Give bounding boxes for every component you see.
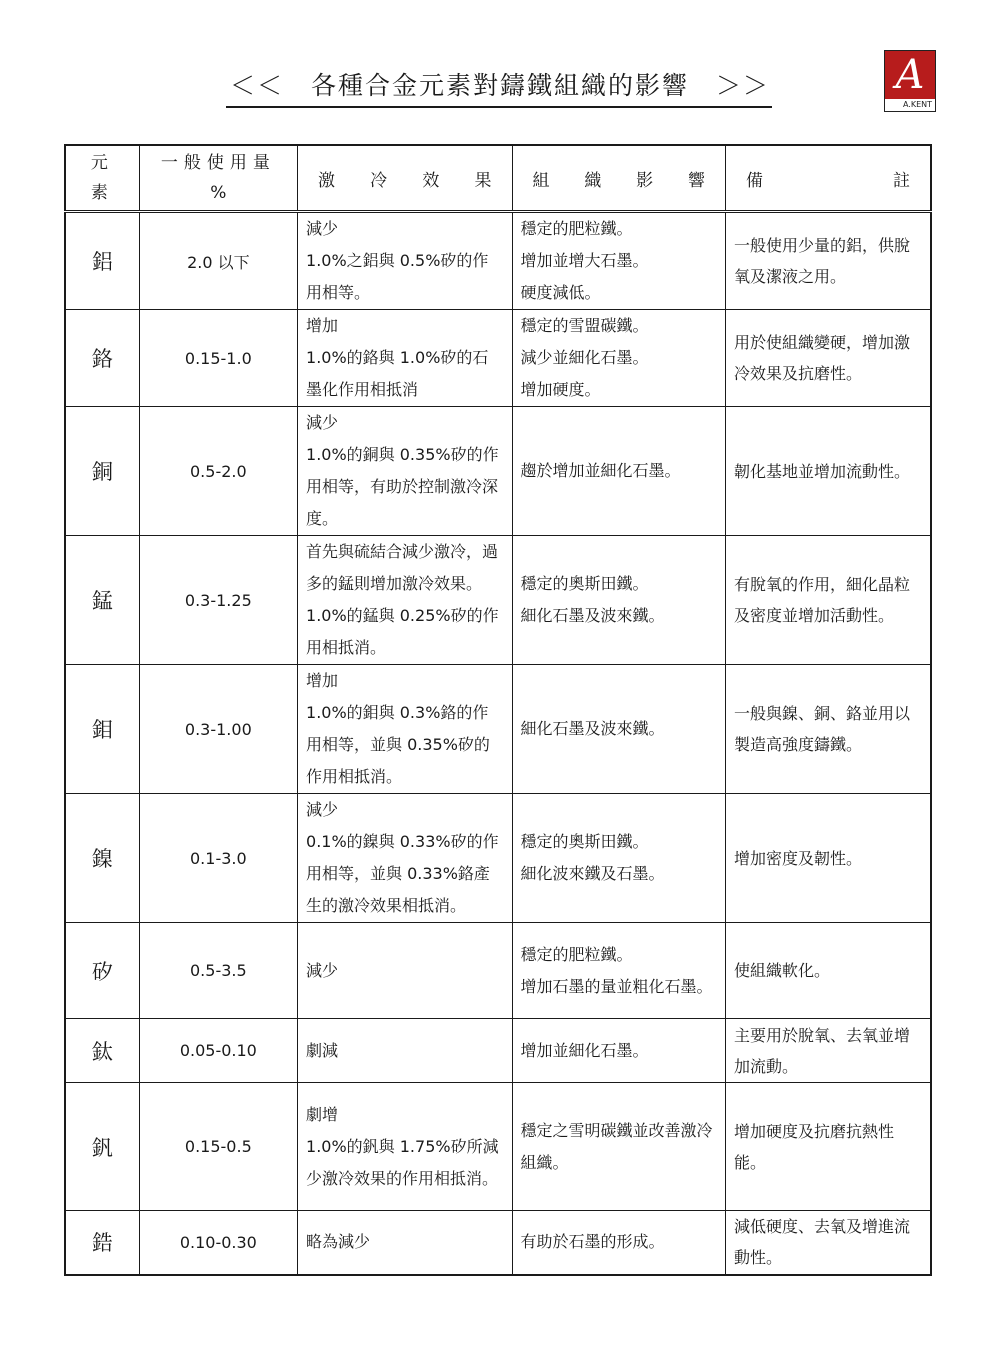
usage-cell — [139, 794, 297, 923]
table-header-row — [65, 145, 931, 212]
remarks-cell-line: 主要用於脫氧、去氧並增加流動。 — [733, 1025, 910, 1076]
element-cell — [65, 1083, 139, 1211]
structure-effect-cell — [512, 1211, 725, 1275]
usage-cell-line: 0.3-1.25 — [184, 590, 252, 610]
chill-effect-cell-line: 增加 — [306, 671, 339, 690]
table-row — [65, 794, 931, 923]
header-usage-line1: 一般使用量 — [160, 153, 276, 173]
table-row — [65, 1019, 931, 1083]
remarks-cell-line: 用於使組織變硬，增加激冷效果及抗磨性。 — [733, 333, 910, 383]
usage-cell — [139, 1019, 297, 1083]
structure-effect-cell-line: 有助於石墨的形成。 — [520, 1232, 665, 1252]
structure-effect-cell — [512, 536, 725, 665]
chill-effect-cell — [298, 794, 512, 923]
table-row — [65, 212, 931, 310]
remarks-cell-line: 增加硬度及抗磨抗熱性能。 — [733, 1121, 894, 1172]
table-row — [65, 1083, 931, 1211]
element-cell — [65, 794, 139, 923]
remarks-cell — [725, 536, 931, 665]
header-remarks-right: 註 — [893, 170, 910, 191]
structure-effect-cell — [512, 665, 725, 794]
chill-effect-cell-line: 減少 — [306, 960, 339, 980]
header-remarks-left: 備 — [745, 170, 763, 191]
chill-effect-cell — [298, 665, 512, 794]
chill-effect-cell-line: 略為減少 — [306, 1232, 371, 1252]
usage-cell-line: 0.3-1.00 — [184, 719, 252, 739]
element-cell — [65, 212, 139, 310]
table-row — [65, 1211, 931, 1275]
structure-effect-cell-line: 細化波來鐵及石墨。 — [520, 864, 665, 883]
chill-effect-cell-line: 減少 — [306, 413, 339, 432]
structure-effect-cell-line: 穩定的雪盟碳鐵。 — [520, 316, 649, 335]
structure-effect-cell-line: 穩定的肥粒鐵。 — [520, 944, 633, 964]
chill-effect-cell — [298, 923, 512, 1019]
alloy-table — [64, 144, 932, 1276]
usage-cell-line: 0.1-3.0 — [190, 848, 247, 868]
chill-effect-cell-line: 1.0%的鉻與 1.0%矽的石墨化作用相抵消 — [306, 348, 489, 399]
element-cell — [65, 923, 139, 1019]
structure-effect-cell — [512, 923, 725, 1019]
remarks-cell — [725, 1083, 931, 1211]
element-cell-line: 矽 — [91, 959, 113, 984]
remarks-cell — [725, 665, 931, 794]
header-usage — [139, 145, 297, 212]
remarks-cell-line: 韌化基地並增加流動性。 — [733, 461, 910, 481]
structure-effect-cell — [512, 212, 725, 310]
usage-cell — [139, 1211, 297, 1275]
remarks-cell — [725, 212, 931, 310]
usage-cell — [139, 665, 297, 794]
usage-cell-line: 0.15-1.0 — [184, 348, 252, 368]
element-cell — [65, 1211, 139, 1275]
chill-effect-cell-line: 1.0%的鉬與 0.3%鉻的作用相等，並與 0.35%矽的作用相抵消。 — [306, 703, 490, 786]
element-cell-line: 錳 — [91, 589, 113, 613]
remarks-cell — [725, 407, 931, 536]
chill-effect-cell — [298, 407, 512, 536]
header-element-line1: 元 — [90, 153, 114, 173]
element-cell — [65, 665, 139, 794]
structure-effect-cell-line: 硬度減低。 — [520, 283, 601, 302]
structure-effect-cell-line: 細化石墨及波來鐵。 — [520, 606, 665, 625]
table-row — [65, 536, 931, 665]
structure-effect-cell-line: 增加並細化石墨。 — [520, 1040, 649, 1060]
usage-cell — [139, 1083, 297, 1211]
chill-effect-cell — [298, 536, 512, 665]
page-title: ＜＜ 各種合金元素對鑄鐵組織的影響 ＞＞ — [229, 71, 770, 100]
usage-cell-line: 0.5-2.0 — [190, 461, 247, 481]
structure-effect-cell-line: 趨於增加並細化石墨。 — [520, 461, 681, 480]
logo-text: A.KENT — [885, 99, 935, 111]
table-row — [65, 407, 931, 536]
table-row — [65, 665, 931, 794]
chill-effect-cell-line: 1.0%的銅與 0.35%矽的作用相等，有助於控制激冷深度。 — [306, 445, 499, 528]
structure-effect-cell-line: 穩定之雪明碳鐵並改善激冷組織。 — [520, 1120, 713, 1172]
structure-effect-cell-line: 穩定的奧斯田鐵。 — [520, 832, 649, 851]
remarks-cell-line: 使組織軟化。 — [733, 961, 830, 980]
remarks-cell — [725, 1211, 931, 1275]
chill-effect-cell-line: 0.1%的鎳與 0.33%矽的作用相等，並與 0.33%鉻產生的激冷效果相抵消。 — [306, 832, 499, 915]
chill-effect-cell — [298, 212, 512, 310]
remarks-cell-line: 一般與鎳、銅、鉻並用以製造高強度鑄鐵。 — [733, 704, 910, 754]
header-chill-effect: 激冷效果 — [298, 145, 512, 212]
chill-effect-cell-line: 首先與硫結合減少激冷，過多的錳則增加激冷效果。1.0%的錳與 0.25%矽的作用相抵消。 — [306, 542, 499, 657]
structure-effect-cell-line: 增加硬度。 — [520, 380, 601, 399]
usage-cell — [139, 407, 297, 536]
company-logo — [884, 50, 936, 112]
header-structure-effect: 組織影響 — [512, 145, 725, 212]
element-cell — [65, 1019, 139, 1083]
usage-cell-line: 0.15-0.5 — [184, 1137, 252, 1156]
chill-effect-cell — [298, 1211, 512, 1275]
remarks-cell-line: 減低硬度、去氧及增進流動性。 — [733, 1217, 910, 1268]
remarks-cell — [725, 1019, 931, 1083]
chill-effect-cell-line: 增加 — [306, 316, 339, 335]
table-row — [65, 923, 931, 1019]
structure-effect-cell — [512, 310, 725, 407]
usage-cell-line: 0.5-3.5 — [190, 961, 247, 980]
usage-cell — [139, 536, 297, 665]
element-cell-line: 鉻 — [91, 347, 113, 371]
header-element-line2: 素 — [90, 183, 114, 203]
element-cell-line: 鋁 — [91, 250, 113, 274]
element-cell — [65, 536, 139, 665]
usage-cell — [139, 923, 297, 1019]
element-cell-line: 鈦 — [91, 1039, 113, 1064]
chill-effect-cell — [298, 1019, 512, 1083]
chill-effect-cell-line: 劇減 — [306, 1040, 339, 1060]
remarks-cell-line: 增加密度及韌性。 — [733, 848, 862, 868]
structure-effect-cell-line: 增加並增大石墨。 — [520, 251, 649, 270]
header-usage-line2: % — [210, 183, 227, 203]
title-underline — [226, 106, 772, 108]
element-cell-line: 鉬 — [91, 718, 113, 742]
element-cell-line: 鋯 — [91, 1231, 113, 1256]
element-cell — [65, 310, 139, 407]
structure-effect-cell-line: 穩定的肥粒鐵。 — [520, 219, 633, 238]
element-cell-line: 釩 — [91, 1135, 113, 1160]
table-row — [65, 310, 931, 407]
usage-cell-line: 0.10-0.30 — [179, 1232, 257, 1252]
remarks-cell — [725, 310, 931, 407]
usage-cell-line: 2.0 以下 — [187, 252, 250, 272]
usage-cell — [139, 310, 297, 407]
structure-effect-cell — [512, 1019, 725, 1083]
remarks-cell — [725, 794, 931, 923]
usage-cell-line: 0.05-0.10 — [179, 1041, 257, 1060]
chill-effect-cell-line: 1.0%的釩與 1.75%矽所減少激冷效果的作用相抵消。 — [306, 1136, 499, 1188]
structure-effect-cell — [512, 407, 725, 536]
header-remarks — [725, 145, 931, 212]
logo-letter: A — [895, 52, 925, 98]
chill-effect-cell — [298, 1083, 512, 1211]
structure-effect-cell — [512, 1083, 725, 1211]
element-cell-line: 銅 — [91, 460, 113, 484]
chill-effect-cell — [298, 310, 512, 407]
header-element — [65, 145, 139, 212]
structure-effect-cell-line: 細化石墨及波來鐵。 — [520, 719, 665, 738]
structure-effect-cell — [512, 794, 725, 923]
structure-effect-cell-line: 增加石墨的量並粗化石墨。 — [520, 976, 713, 996]
chill-effect-cell-line: 減少 — [306, 800, 339, 819]
element-cell — [65, 407, 139, 536]
remarks-cell-line: 有脫氧的作用，細化晶粒及密度並增加活動性。 — [733, 575, 910, 625]
remarks-cell-line: 一般使用少量的鋁，供脫氧及潔液之用。 — [733, 236, 910, 286]
chill-effect-cell-line: 劇增 — [306, 1104, 339, 1124]
remarks-cell — [725, 923, 931, 1019]
element-cell-line: 鎳 — [91, 847, 113, 871]
chill-effect-cell-line: 1.0%之鋁與 0.5%矽的作用相等。 — [306, 251, 489, 302]
usage-cell — [139, 212, 297, 310]
structure-effect-cell-line: 減少並細化石墨。 — [520, 348, 649, 367]
structure-effect-cell-line: 穩定的奧斯田鐵。 — [520, 574, 649, 593]
chill-effect-cell-line: 減少 — [306, 219, 339, 238]
